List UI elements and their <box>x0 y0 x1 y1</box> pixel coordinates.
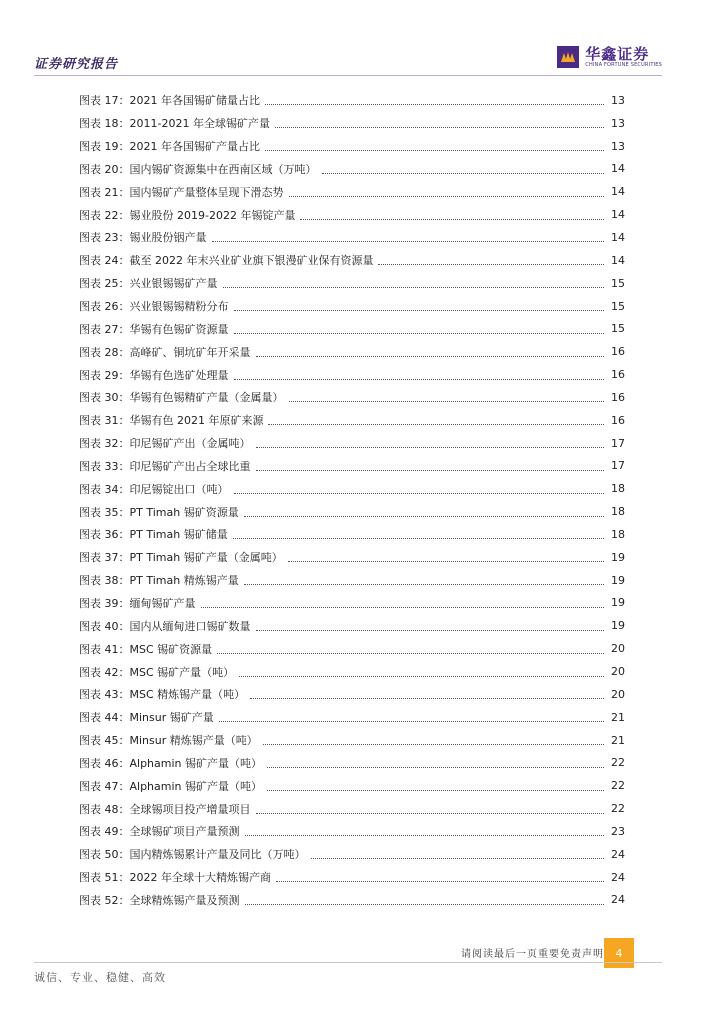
toc-entry[interactable] <box>79 500 625 523</box>
toc-entry[interactable] <box>79 203 625 226</box>
toc-entry-title: 图表 26：兴业银锡锡精粉分布 <box>79 300 229 314</box>
toc-entry-page: 18 <box>611 527 625 541</box>
toc-entry[interactable] <box>79 409 625 432</box>
toc-entry-title: 图表 31：华锡有色 2021 年原矿来源 <box>79 414 264 428</box>
toc-entry-title: 图表 22：锡业股份 2019-2022 年锡锭产量 <box>79 208 296 222</box>
toc-dot-leader <box>289 400 605 402</box>
toc-entry[interactable] <box>79 774 625 797</box>
toc-dot-leader <box>212 240 605 242</box>
toc-entry-title: 图表 37：PT Timah 锡矿产量（金属吨） <box>79 551 283 565</box>
toc-entry-title: 图表 30：华锡有色锡精矿产量（金属量） <box>79 391 284 405</box>
toc-entry-page: 16 <box>611 368 625 382</box>
toc-entry-title: 图表 47：Alphamin 锡矿产量（吨） <box>79 779 263 793</box>
toc-dot-leader <box>233 537 604 539</box>
page-header <box>34 40 662 74</box>
toc-entry[interactable] <box>79 592 625 615</box>
toc-entry[interactable] <box>79 226 625 249</box>
toc-entry-title: 图表 35：PT Timah 锡矿资源量 <box>79 505 239 519</box>
toc-entry-title: 图表 36：PT Timah 锡矿储量 <box>79 528 228 542</box>
toc-entry-title: 图表 27：华锡有色锡矿资源量 <box>79 322 229 336</box>
toc-dot-leader <box>256 812 605 814</box>
toc-dot-leader <box>256 446 605 448</box>
toc-entry-title: 图表 34：印尼锡锭出口（吨） <box>79 482 229 496</box>
toc-entry-page: 14 <box>611 185 625 199</box>
toc-dot-leader <box>311 857 605 859</box>
toc-entry-page: 14 <box>611 162 625 176</box>
toc-entry-title: 图表 33：印尼锡矿产出占全球比重 <box>79 459 251 473</box>
toc-dot-leader <box>267 789 604 791</box>
toc-dot-leader <box>275 126 604 128</box>
toc-entry-title: 图表 46：Alphamin 锡矿产量（吨） <box>79 756 263 770</box>
toc-entry[interactable] <box>79 569 625 592</box>
toc-dot-leader <box>276 880 604 882</box>
toc-entry[interactable] <box>79 729 625 752</box>
toc-entry-page: 24 <box>611 870 625 884</box>
toc-entry-page: 24 <box>611 847 625 861</box>
logo-emblem-icon <box>557 46 579 68</box>
toc-entry-page: 13 <box>611 93 625 107</box>
toc-dot-leader <box>378 263 604 265</box>
toc-dot-leader <box>288 560 604 562</box>
toc-entry-title: 图表 20：国内锡矿资源集中在西南区域（万吨） <box>79 162 317 176</box>
toc-entry[interactable] <box>79 866 625 889</box>
toc-entry-page: 14 <box>611 253 625 267</box>
toc-entry-title: 图表 25：兴业银锡锡矿产量 <box>79 277 218 291</box>
toc-entry[interactable] <box>79 683 625 706</box>
toc-dot-leader <box>245 834 605 836</box>
toc-entry[interactable] <box>79 660 625 683</box>
toc-entry[interactable] <box>79 843 625 866</box>
logo-company-name-en: CHINA FORTUNE SECURITIES <box>585 61 662 68</box>
toc-entry[interactable] <box>79 249 625 272</box>
toc-entry-page: 19 <box>611 619 625 633</box>
toc-entry-page: 18 <box>611 482 625 496</box>
toc-dot-leader <box>245 903 605 905</box>
toc-entry[interactable] <box>79 340 625 363</box>
toc-entry[interactable] <box>79 477 625 500</box>
toc-dot-leader <box>234 492 605 494</box>
toc-dot-leader <box>289 195 605 197</box>
toc-dot-leader <box>256 629 605 631</box>
toc-entry[interactable] <box>79 272 625 295</box>
toc-dot-leader <box>265 149 604 151</box>
toc-entry[interactable] <box>79 317 625 340</box>
toc-entry-page: 16 <box>611 345 625 359</box>
toc-entry-page: 24 <box>611 893 625 907</box>
company-motto: 诚信、专业、稳健、高效 <box>34 971 166 984</box>
toc-entry-title: 图表 21：国内锡矿产量整体呈现下滑态势 <box>79 185 284 199</box>
toc-entry-title: 图表 51：2022 年全球十大精炼锡产商 <box>79 871 271 885</box>
toc-entry-title: 图表 38：PT Timah 精炼锡产量 <box>79 574 239 588</box>
toc-entry-title: 图表 49：全球锡矿项目产量预测 <box>79 825 240 839</box>
toc-entry-title: 图表 41：MSC 锡矿资源量 <box>79 642 213 656</box>
toc-entry-page: 15 <box>611 322 625 336</box>
toc-entry-page: 20 <box>611 687 625 701</box>
toc-entry-title: 图表 23：锡业股份铟产量 <box>79 231 207 245</box>
toc-entry-title: 图表 48：全球锡项目投产增量项目 <box>79 802 251 816</box>
toc-dot-leader <box>322 172 605 174</box>
toc-dot-leader <box>265 103 604 105</box>
toc-entry-page: 16 <box>611 413 625 427</box>
toc-entry-title: 图表 18：2011-2021 年全球锡矿产量 <box>79 117 270 131</box>
toc-entry-title: 图表 45：Minsur 精炼锡产量（吨） <box>79 734 258 748</box>
toc-entry-title: 图表 24：截至 2022 年末兴业矿业旗下银漫矿业保有资源量 <box>79 254 374 268</box>
toc-entry[interactable] <box>79 820 625 843</box>
toc-entry-page: 14 <box>611 230 625 244</box>
toc-entry[interactable] <box>79 546 625 569</box>
toc-entry-title: 图表 40：国内从缅甸进口锡矿数量 <box>79 619 251 633</box>
company-logo <box>557 44 662 70</box>
toc-entry[interactable] <box>79 706 625 729</box>
toc-entry-page: 15 <box>611 276 625 290</box>
toc-entry-title: 图表 19：2021 年各国锡矿产量占比 <box>79 140 260 154</box>
logo-company-name: 华鑫证券 <box>585 44 650 63</box>
disclaimer-notice: 请阅读最后一页重要免责声明 <box>461 949 604 960</box>
toc-entry[interactable] <box>79 797 625 820</box>
toc-dot-leader <box>244 515 604 517</box>
toc-dot-leader <box>217 652 604 654</box>
toc-entry[interactable] <box>79 889 625 912</box>
footer-divider <box>34 962 662 963</box>
toc-entry-page: 19 <box>611 550 625 564</box>
toc-dot-leader <box>234 309 605 311</box>
header-divider <box>34 75 662 76</box>
toc-entry-page: 22 <box>611 756 625 770</box>
toc-entry-page: 22 <box>611 802 625 816</box>
toc-entry-title: 图表 28：高峰矿、铜坑矿年开采量 <box>79 345 251 359</box>
toc-entry-page: 17 <box>611 459 625 473</box>
toc-entry-page: 17 <box>611 436 625 450</box>
toc-entry-page: 19 <box>611 573 625 587</box>
toc-dot-leader <box>268 423 604 425</box>
toc-entry[interactable] <box>79 363 625 386</box>
toc-entry-page: 20 <box>611 642 625 656</box>
toc-dot-leader <box>256 355 605 357</box>
toc-entry-title: 图表 43：MSC 精炼锡产量（吨） <box>79 688 246 702</box>
toc-dot-leader <box>201 606 605 608</box>
toc-entry-title: 图表 44：Minsur 锡矿产量 <box>79 711 214 725</box>
toc-dot-leader <box>239 675 604 677</box>
toc-entry-page: 19 <box>611 596 625 610</box>
toc-entry[interactable] <box>79 295 625 318</box>
toc-entry[interactable] <box>79 455 625 478</box>
toc-entry-page: 23 <box>611 824 625 838</box>
toc-dot-leader <box>234 332 605 334</box>
toc-dot-leader <box>300 218 604 220</box>
toc-entry[interactable] <box>79 523 625 546</box>
toc-dot-leader <box>267 766 604 768</box>
toc-entry[interactable] <box>79 637 625 660</box>
toc-dot-leader <box>223 286 605 288</box>
toc-entry[interactable] <box>79 89 625 112</box>
toc-dot-leader <box>263 743 604 745</box>
toc-entry[interactable] <box>79 432 625 455</box>
toc-dot-leader <box>256 469 605 471</box>
toc-entry-page: 21 <box>611 710 625 724</box>
toc-entry-page: 18 <box>611 505 625 519</box>
toc-entry[interactable] <box>79 158 625 181</box>
toc-entry-title: 图表 39：缅甸锡矿产量 <box>79 596 196 610</box>
toc-entry-page: 15 <box>611 299 625 313</box>
toc-entry-page: 20 <box>611 665 625 679</box>
toc-entry[interactable] <box>79 112 625 135</box>
toc-entry-page: 13 <box>611 116 625 130</box>
page-number-badge: 4 <box>604 938 634 968</box>
toc-entry-page: 13 <box>611 139 625 153</box>
toc-entry-title: 图表 42：MSC 锡矿产量（吨） <box>79 665 235 679</box>
toc-dot-leader <box>219 720 604 722</box>
toc-entry-page: 21 <box>611 733 625 747</box>
toc-dot-leader <box>250 697 604 699</box>
toc-entry[interactable] <box>79 751 625 774</box>
chart-index-list <box>79 89 625 911</box>
toc-entry[interactable] <box>79 135 625 158</box>
report-type-label: 证券研究报告 <box>34 57 119 72</box>
toc-entry[interactable] <box>79 614 625 637</box>
toc-entry-title: 图表 29：华锡有色选矿处理量 <box>79 368 229 382</box>
toc-dot-leader <box>244 583 604 585</box>
toc-entry-title: 图表 52：全球精炼锡产量及预测 <box>79 893 240 907</box>
toc-entry-title: 图表 50：国内精炼锡累计产量及同比（万吨） <box>79 848 306 862</box>
toc-entry-page: 22 <box>611 779 625 793</box>
toc-entry[interactable] <box>79 180 625 203</box>
toc-entry-title: 图表 32：印尼锡矿产出（金属吨） <box>79 437 251 451</box>
toc-dot-leader <box>234 378 605 380</box>
toc-entry-page: 16 <box>611 390 625 404</box>
toc-entry-title: 图表 17：2021 年各国锡矿储量占比 <box>79 94 260 108</box>
toc-entry-page: 14 <box>611 208 625 222</box>
toc-entry[interactable] <box>79 386 625 409</box>
